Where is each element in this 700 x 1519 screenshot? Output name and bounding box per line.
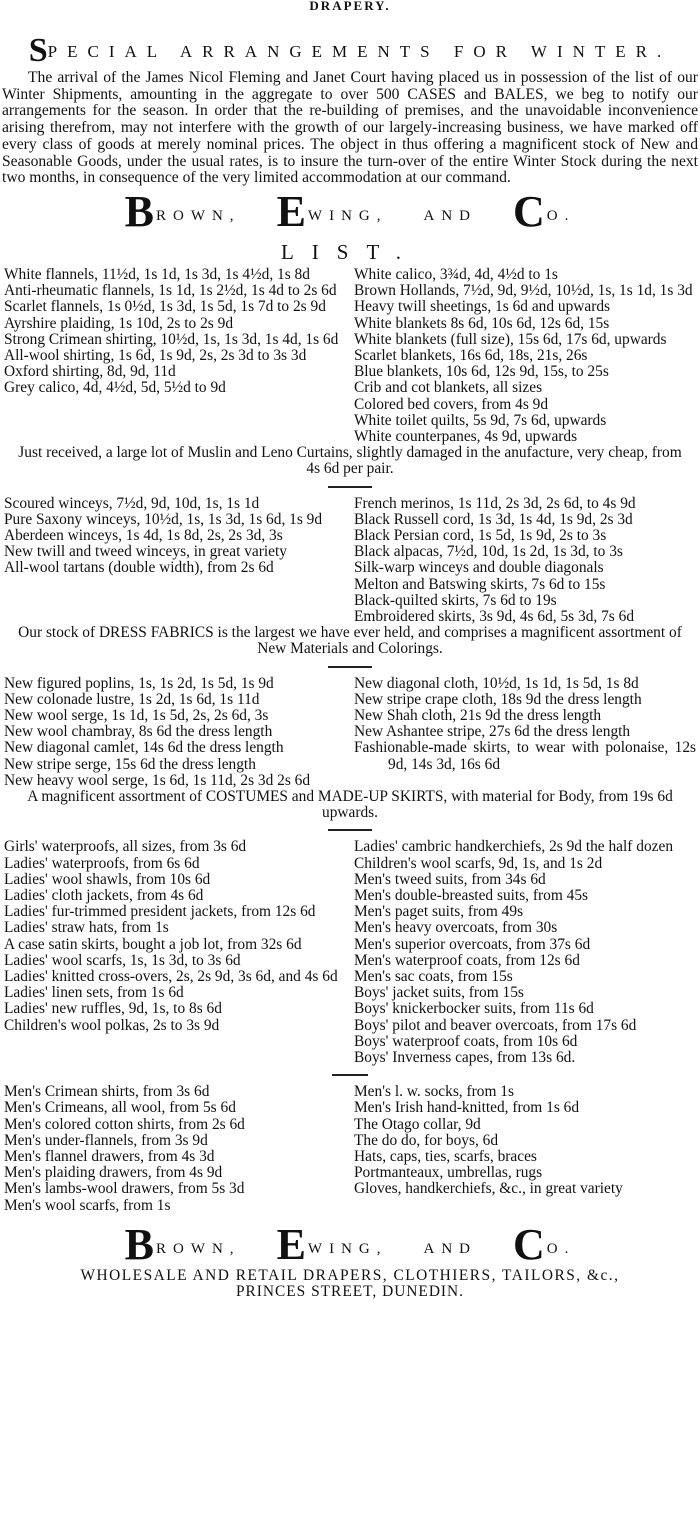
list-item: Ladies' cambric handkerchiefs, 2s 9d the half dozen xyxy=(354,838,674,856)
list-item: Men's heavy overcoats, from 30s xyxy=(354,919,558,937)
list-item: Children's wool polkas, 2s to 3s 9d xyxy=(4,1016,220,1034)
list-item: Heavy twill sheetings, 1s 6d and upwards xyxy=(354,298,611,316)
section-5-right xyxy=(354,1084,696,1214)
list-item: Gloves, handkerchiefs, &c., in great variety xyxy=(354,1180,623,1198)
list-item: White calico, 3¾d, 4d, 4½d to 1s xyxy=(354,265,558,283)
section-2-left-list xyxy=(4,496,344,577)
headline-text: PECIAL ARRANGEMENTS FOR WINTER. xyxy=(47,42,672,61)
list-item: Ladies' fur-trimmed president jackets, from 12s 6d xyxy=(4,903,316,921)
list-item: Scoured winceys, 7½d, 9d, 10d, 1s, 1s 1d xyxy=(4,494,260,512)
list-item: Ladies' wool scarfs, 1s, 1s 3d, to 3s 6d xyxy=(4,951,241,969)
list-item: The do do, for boys, 6d xyxy=(354,1131,499,1149)
list-item: Men's plaiding drawers, from 4s 9d xyxy=(4,1164,223,1182)
list-item: Scarlet blankets, 16s 6d, 18s, 21s, 26s xyxy=(354,346,588,364)
list-item: New Shah cloth, 21s 9d the dress length xyxy=(354,707,602,724)
firm-word-and: AND xyxy=(423,207,477,224)
list-item: New diagonal camlet, 14s 6d the dress length xyxy=(4,739,284,757)
list-item: White toilet quilts, 5s 9d, 7s 6d, upwards xyxy=(354,411,607,429)
list-item: Black Russell cord, 1s 3d, 1s 4d, 1s 9d, 2s 3d xyxy=(354,510,633,528)
list-item: Men's flannel drawers, from 4s 3d xyxy=(4,1148,215,1166)
list-item: Men's sac coats, from 15s xyxy=(354,968,513,986)
list-item: French merinos, 1s 11d, 2s 3d, 2s 6d, to 4s 9d xyxy=(354,494,636,512)
list-item: Scarlet flannels, 1s 0½d, 1s 3d, 1s 5d, 1s 7d to 2s 9d xyxy=(4,298,326,316)
headline-initial: S xyxy=(28,32,48,69)
intro-text: The arrival of the James Nicol Fleming and Janet Court having placed us in possession of the list of our Winter Shipments, amounting in the aggregate to over 500 CASES and BALES, we beg to notify our arrangements for the season. In order that the re-building of premises, and the unavoidable inconvenience arising therefrom, may not interfere with the growth of our largely-increasing business, we have marked off every class of goods at merely nominal prices. The object in thus offering a magnificent stock of New and Seasonable Goods, under the usual rates, is to insure the turn-over of the entire Winter Stock during the next two months, in consequence of the very limited accommodation at our command. xyxy=(2,69,698,187)
address-line-trades: WHOLESALE AND RETAIL DRAPERS, CLOTHIERS, TAILORS, &c., xyxy=(80,1266,620,1284)
list-item: Men's l. w. socks, from 1s xyxy=(354,1083,514,1101)
divider xyxy=(332,1074,368,1076)
section-2 xyxy=(0,496,700,626)
list-item: Men's superior overcoats, from 37s 6d xyxy=(354,935,591,953)
list-item: Ladies' new ruffles, 9d, 1s, to 8s 6d xyxy=(4,1000,222,1018)
list-item: Boys' pilot and beaver overcoats, from 17s 6d xyxy=(354,1016,637,1034)
list-item: Portmanteaux, umbrellas, rugs xyxy=(354,1164,543,1182)
list-item: All-wool tartans (double width), from 2s 6d xyxy=(4,559,274,577)
section-5-right-list xyxy=(354,1084,696,1197)
headline xyxy=(0,32,700,69)
section-3-note: A magnificent assortment of COSTUMES and MADE-UP SKIRTS, with material for Body, from 19s 6d upwards. xyxy=(27,788,673,822)
list-item: Ladies' waterproofs, from 6s 6d xyxy=(4,854,200,872)
list-item: Girls' waterproofs, all sizes, from 3s 6d xyxy=(4,838,247,856)
footer-firm-word-and: AND xyxy=(423,1240,477,1257)
list-item: New Ashantee stripe, 27s 6d the dress length xyxy=(354,723,631,741)
list-item: Brown Hollands, 7½d, 9d, 9½d, 10½d, 1s, 1s 1d, 1s 3d xyxy=(354,282,693,300)
list-item: Men's lambs-wool drawers, from 5s 3d xyxy=(4,1180,245,1198)
list-item: Oxford shirting, 8d, 9d, 11d xyxy=(4,363,176,381)
list-item: Melton and Batswing skirts, 7s 6d to 15s xyxy=(354,575,606,593)
list-item: Ladies' straw hats, from 1s xyxy=(4,919,169,937)
section-5-left-list xyxy=(4,1084,344,1214)
divider xyxy=(328,666,372,668)
list-item: White blankets (full size), 15s 6d, 17s 6d, upwards xyxy=(354,330,667,348)
list-item: Aberdeen winceys, 1s 4d, 1s 8d, 2s, 2s 3d, 3s xyxy=(4,526,283,544)
list-item: Boys' knickerbocker suits, from 11s 6d xyxy=(354,1000,594,1018)
section-5-left xyxy=(4,1084,344,1214)
list-item: Ladies' cloth jackets, from 4s 6d xyxy=(4,887,204,905)
list-item: Colored bed covers, from 4s 9d xyxy=(354,395,549,413)
list-item: New figured poplins, 1s, 1s 2d, 1s 5d, 1s 9d xyxy=(4,674,274,692)
list-item: Ayrshire plaiding, 1s 10d, 2s to 2s 9d xyxy=(4,314,234,332)
section-3-left-list xyxy=(4,676,344,789)
list-item: Grey calico, 4d, 4½d, 5d, 5½d to 9d xyxy=(4,379,226,397)
divider xyxy=(328,829,372,831)
section-1-note: Just received, a large lot of Muslin and Leno Curtains, slightly damaged in the anufacture, very cheap, from 4s 6d per pair. xyxy=(18,444,682,478)
section-5 xyxy=(0,1084,700,1214)
intro-paragraph xyxy=(0,70,700,187)
list-item: Boys' Inverness capes, from 13s 6d. xyxy=(354,1049,576,1067)
section-4 xyxy=(0,839,700,1066)
list-item: Strong Crimean shirting, 10½d, 1s, 1s 3d, 1s 4d, 1s 6d xyxy=(4,330,339,348)
list-item: Men's paget suits, from 49s xyxy=(354,903,524,921)
section-2-left xyxy=(4,496,344,626)
section-3 xyxy=(0,676,700,789)
list-item: New stripe crape cloth, 18s 9d the dress length xyxy=(354,690,642,708)
list-item: Children's wool scarfs, 9d, 1s, and 1s 2d xyxy=(354,854,603,872)
list-item: Men's wool scarfs, from 1s xyxy=(4,1196,171,1214)
footer-firm-word-co: CO. xyxy=(513,1219,576,1269)
firm-name xyxy=(0,186,700,236)
list-item: Men's Crimeans, all wool, from 5s 6d xyxy=(4,1099,236,1117)
list-item: Men's tweed suits, from 34s 6d xyxy=(354,870,546,888)
list-item: Silk-warp winceys and double diagonals xyxy=(354,559,604,577)
list-item: Men's Irish hand-knitted, from 1s 6d xyxy=(354,1099,580,1117)
address-line-street: PRINCES STREET, DUNEDIN. xyxy=(235,1282,465,1300)
section-1 xyxy=(0,267,700,445)
footer-firm-word-ewing: EWING, xyxy=(276,1219,388,1269)
section-3-right-list xyxy=(354,676,696,773)
section-1-right-list xyxy=(354,267,696,445)
address-block xyxy=(0,1268,700,1300)
list-item: Ladies' knitted cross-overs, 2s, 2s 9d, 3s 6d, and 4s 6d xyxy=(4,968,338,986)
section-4-left-list xyxy=(4,839,344,1033)
footer-firm-word-brown: BROWN, xyxy=(124,1219,241,1269)
list-item: Fashionable-made skirts, to wear with polonaise, 12s 9d, 14s 3d, 16s 6d xyxy=(354,739,696,773)
list-item: New heavy wool serge, 1s 6d, 1s 11d, 2s 3d 2s 6d xyxy=(4,771,311,789)
list-item: Men's double-breasted suits, from 45s xyxy=(354,887,589,905)
firm-word-co: CO. xyxy=(513,186,576,236)
list-item: Men's Crimean shirts, from 3s 6d xyxy=(4,1083,210,1101)
section-4-right-list xyxy=(354,839,696,1066)
section-3-left xyxy=(4,676,344,789)
list-item: Hats, caps, ties, scarfs, braces xyxy=(354,1148,537,1166)
list-item: White flannels, 11½d, 1s 1d, 1s 3d, 1s 4½d, 1s 8d xyxy=(4,265,310,283)
list-item: Men's colored cotton shirts, from 2s 6d xyxy=(4,1115,245,1133)
list-item: New stripe serge, 15s 6d the dress length xyxy=(4,755,256,773)
list-item: Ladies' linen sets, from 1s 6d xyxy=(4,984,184,1002)
list-item: Men's under-flannels, from 3s 9d xyxy=(4,1131,208,1149)
footer-firm-name xyxy=(0,1219,700,1269)
section-2-right xyxy=(354,496,696,626)
list-item: New wool chambray, 8s 6d the dress length xyxy=(4,723,273,741)
list-item: New diagonal cloth, 10½d, 1s 1d, 1s 5d, 1s 8d xyxy=(354,674,639,692)
list-item: Boys' waterproof coats, from 10s 6d xyxy=(354,1032,578,1050)
firm-word-ewing: EWING, xyxy=(276,186,388,236)
list-item: Anti-rheumatic flannels, 1s 1d, 1s 2½d, 1s 4d to 2s 6d xyxy=(4,282,337,300)
list-item: Embroidered skirts, 3s 9d, 4s 6d, 5s 3d, 7s 6d xyxy=(354,607,635,625)
list-item: Pure Saxony winceys, 10½d, 1s, 1s 3d, 1s 6d, 1s 9d xyxy=(4,510,323,528)
list-item: White counterpanes, 4s 9d, upwards xyxy=(354,427,578,445)
firm-word-brown: BROWN, xyxy=(124,186,241,236)
list-item: The Otago collar, 9d xyxy=(354,1115,481,1133)
list-item: A case satin skirts, bought a job lot, from 32s 6d xyxy=(4,935,302,953)
section-3-right xyxy=(354,676,696,789)
section-2-right-list xyxy=(354,496,696,626)
list-item: New colonade lustre, 1s 2d, 1s 6d, 1s 11d xyxy=(4,690,260,708)
list-item: All-wool shirting, 1s 6d, 1s 9d, 2s, 2s 3d to 3s 3d xyxy=(4,346,307,364)
list-item: White blankets 8s 6d, 10s 6d, 12s 6d, 15s xyxy=(354,314,610,332)
running-head: DRAPERY. xyxy=(309,0,391,13)
list-item: New twill and tweed winceys, in great variety xyxy=(4,543,287,561)
section-4-right xyxy=(354,839,696,1066)
list-title: LIST. xyxy=(280,239,420,264)
section-1-left-list xyxy=(4,267,344,397)
divider xyxy=(328,486,372,488)
list-item: Ladies' wool shawls, from 10s 6d xyxy=(4,870,211,888)
list-item: Black-quilted skirts, 7s 6d to 19s xyxy=(354,591,557,609)
section-2-note: Our stock of DRESS FABRICS is the largest we have ever held, and comprises a magnificent assortment of New Materials and Colorings. xyxy=(18,624,682,658)
list-item: New wool serge, 1s 1d, 1s 5d, 2s, 2s 6d, 3s xyxy=(4,707,269,724)
section-1-left xyxy=(4,267,344,445)
list-item: Black alpacas, 7½d, 10d, 1s 2d, 1s 3d, to 3s xyxy=(354,543,623,561)
list-item: Black Persian cord, 1s 5d, 1s 9d, 2s to 3s xyxy=(354,526,607,544)
section-4-left xyxy=(4,839,344,1066)
list-item: Boys' jacket suits, from 15s xyxy=(354,984,524,1002)
list-item: Crib and cot blankets, all sizes xyxy=(354,379,543,397)
section-1-right xyxy=(354,267,696,445)
list-item: Blue blankets, 10s 6d, 12s 9d, 15s, to 25s xyxy=(354,363,609,381)
list-item: Men's waterproof coats, from 12s 6d xyxy=(354,951,580,969)
